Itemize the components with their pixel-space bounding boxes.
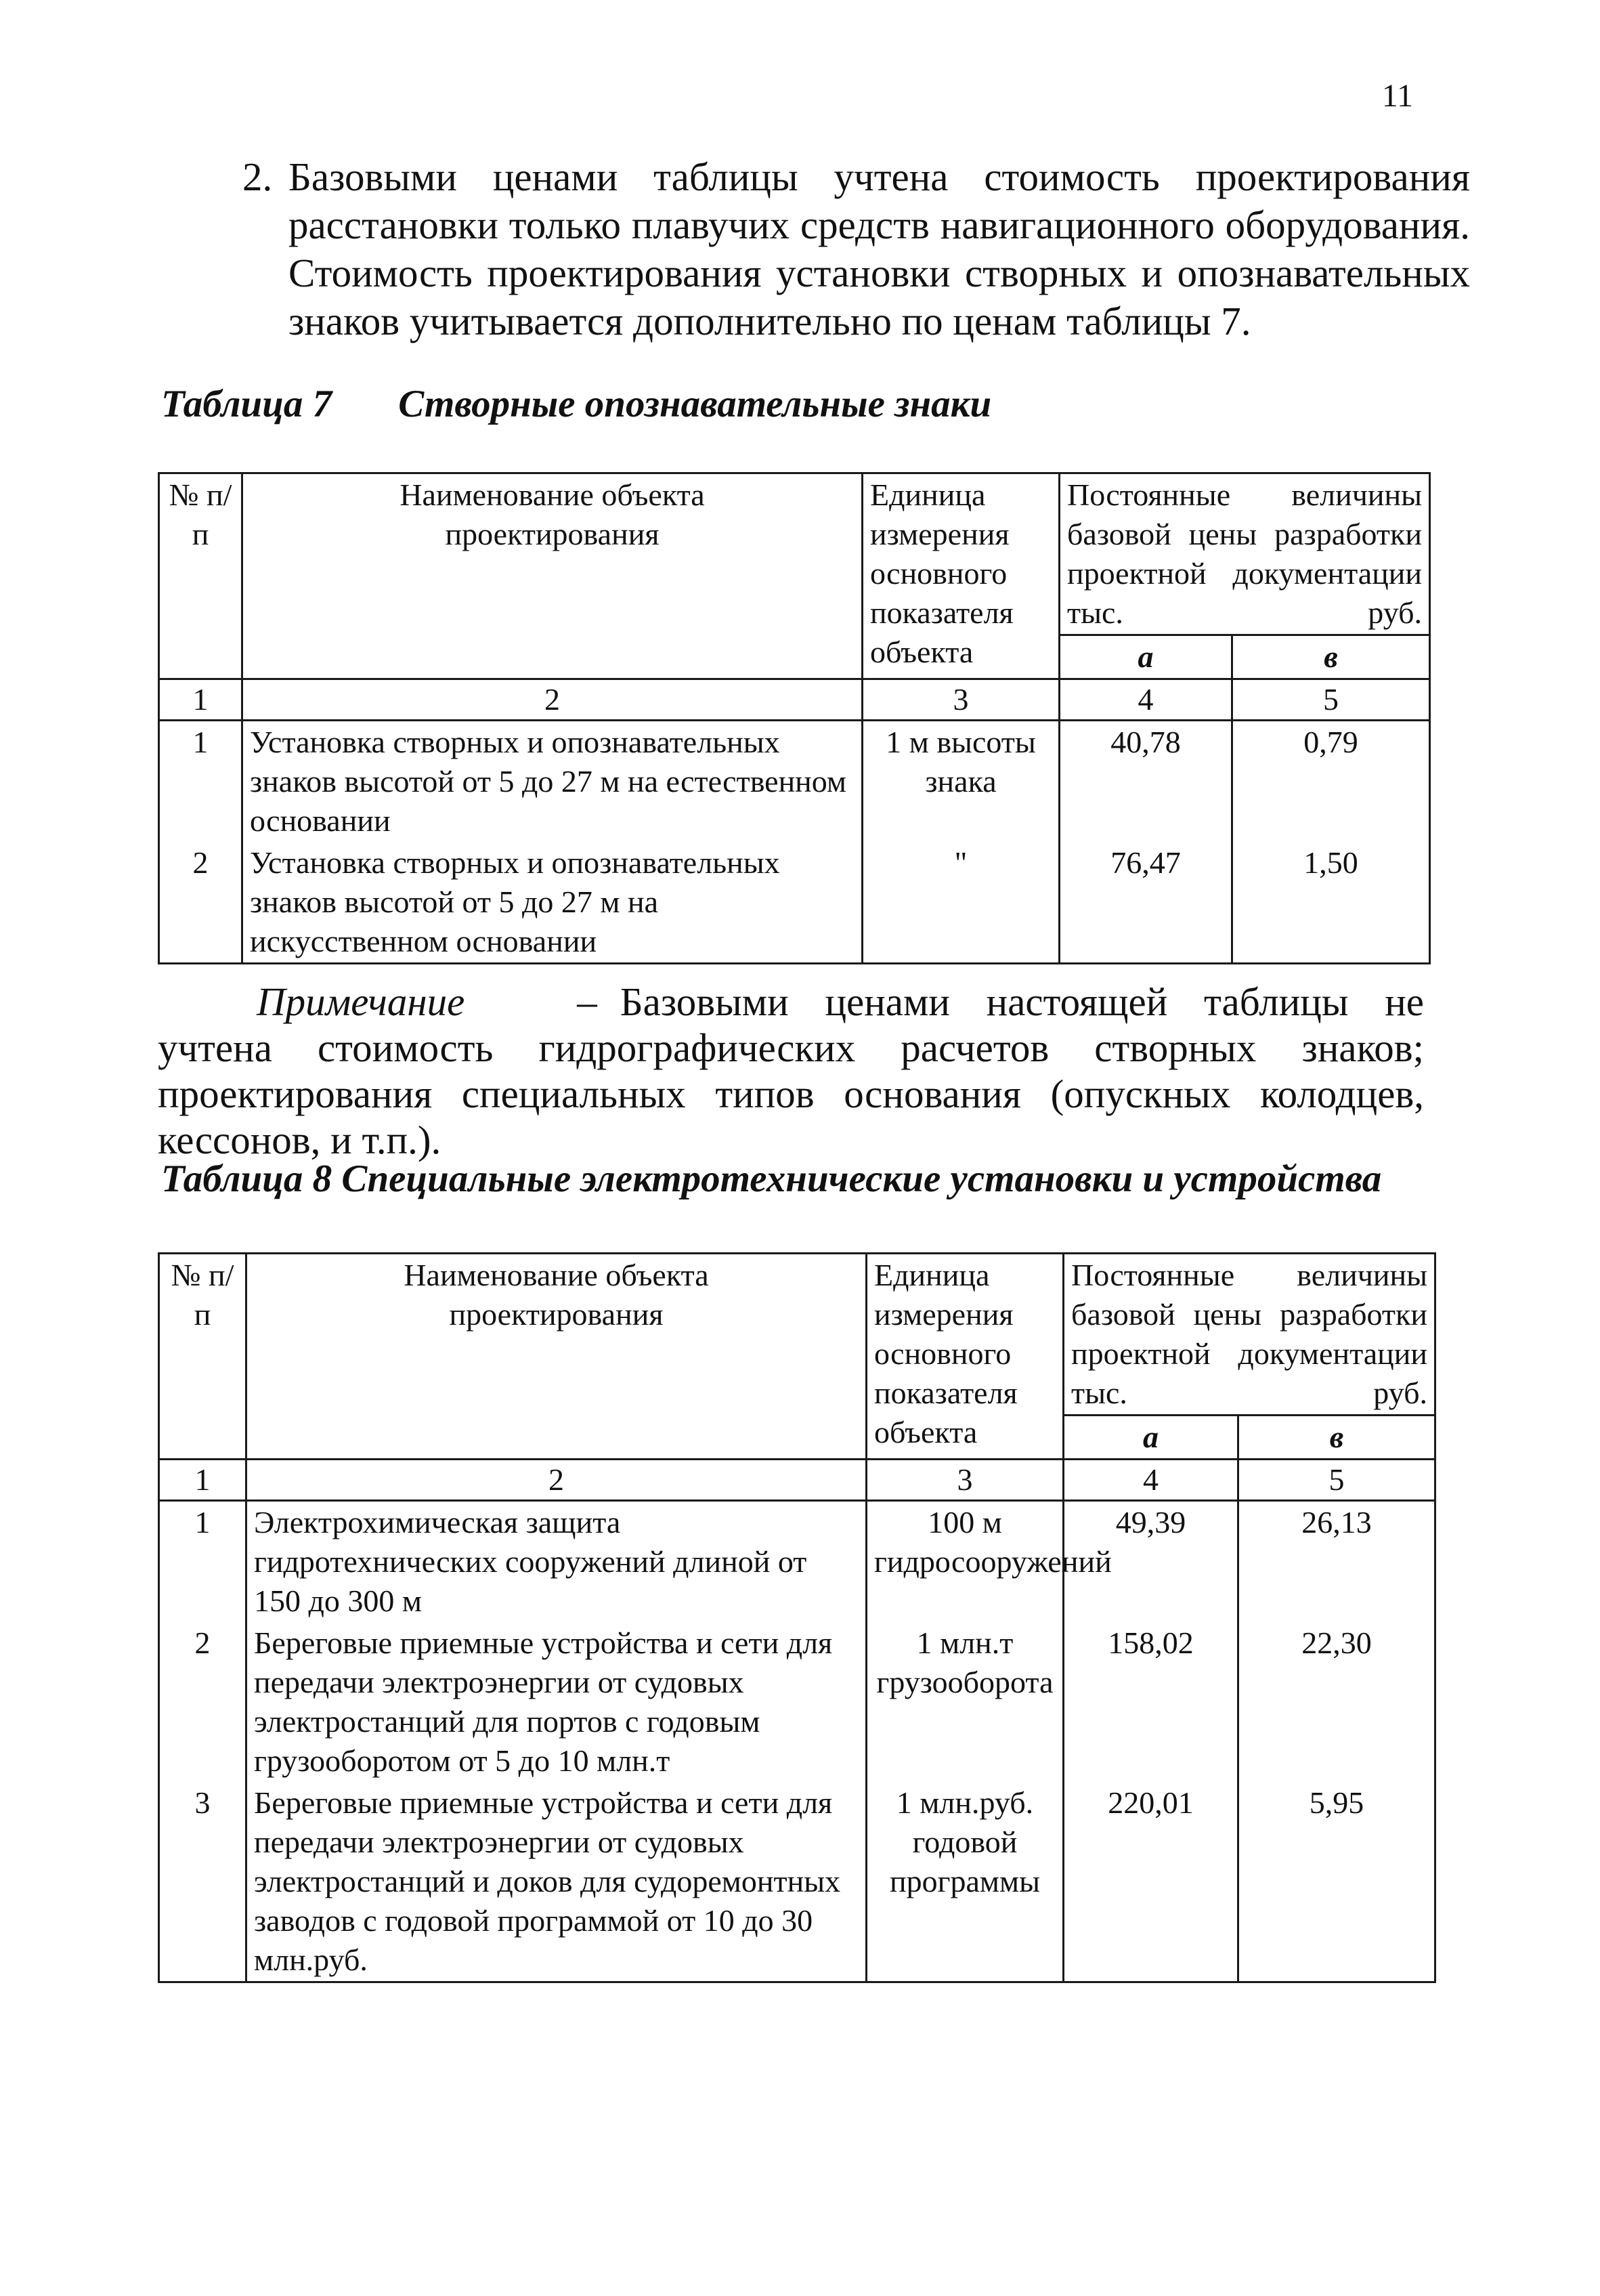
table8-colnum: 4 — [1064, 1460, 1238, 1501]
table8-colnum: 5 — [1238, 1460, 1435, 1501]
table8-header-b: в — [1238, 1416, 1435, 1460]
table8-row-name: Береговые приемные устройства и сети для передачи электроэнергии от судовых электростанций для портов с годовым грузооборотом от 5 до 10 млн.т — [246, 1622, 867, 1782]
note-dash: – — [577, 979, 597, 1024]
intro-note-text: Базовыми ценами таблицы учтена стоимость проектирования расстановки только плавучих средств навигационного оборудования. Стоимость проектирования установки створных и опознавательных знаков учитывается дополнительно по ценам таблицы 7. — [288, 154, 1470, 343]
table7-row-b: 1,50 — [1232, 842, 1430, 964]
table7-header-name: Наименование объекта проектирования — [242, 473, 863, 679]
table7-colnum-row — [159, 679, 1430, 721]
table8-colnum: 1 — [159, 1460, 246, 1501]
table-row — [159, 1501, 1435, 1623]
table-row — [159, 842, 1430, 964]
table7-label: Таблица 7 — [161, 383, 332, 425]
table8-header-name: Наименование объекта проектирования — [246, 1254, 867, 1460]
note-label: Примечание — [257, 979, 465, 1024]
table7-row-a: 76,47 — [1060, 842, 1232, 964]
table7-row-unit: 1 м высоты знака — [863, 721, 1060, 843]
table8-header-unit: Единица измерения основного показателя объекта — [867, 1254, 1064, 1460]
table7-row-num: 1 — [159, 721, 242, 843]
table8 — [158, 1252, 1436, 1983]
table7-row-b: 0,79 — [1232, 721, 1430, 843]
table8-row-name: Электрохимическая защита гидротехнических сооружений длиной от 150 до 300 м — [246, 1501, 867, 1623]
table7-colnum: 2 — [242, 679, 863, 721]
table8-row-num: 1 — [159, 1501, 246, 1623]
table7-title: Створные опознавательные знаки — [398, 383, 992, 425]
table7 — [158, 472, 1431, 964]
table8-row-unit: 1 млн.руб. годовой программы — [867, 1782, 1064, 1982]
table8-colnum: 3 — [867, 1460, 1064, 1501]
table-row — [159, 1622, 1435, 1782]
table8-row-name: Береговые приемные устройства и сети для передачи электроэнергии от судовых электростанций и доков для судоремонтных заводов с годовой программой от 10 до 30 млн.руб. — [246, 1782, 867, 1982]
table7-row-a: 40,78 — [1060, 721, 1232, 843]
table7-colnum: 4 — [1060, 679, 1232, 721]
table8-row-a: 220,01 — [1064, 1782, 1238, 1982]
table8-row-b: 5,95 — [1238, 1782, 1435, 1982]
table8-header-a: а — [1064, 1416, 1238, 1460]
page-number: 11 — [1381, 78, 1413, 114]
note-text: Базовыми ценами настоящей таблицы не учтена стоимость гидрографических расчетов створных знаков; проектирования специальных типов основания (опускных колодцев, кессонов, и т.п.). — [158, 979, 1424, 1162]
table8-caption: Таблица 8 Специальные электротехнические установки и устройства — [161, 1157, 1382, 1200]
intro-note — [242, 153, 1470, 345]
table8-row-a: 158,02 — [1064, 1622, 1238, 1782]
table7-row-name: Установка створных и опознавательных знаков высотой от 5 до 27 м на естественном основании — [242, 721, 863, 843]
table7-colnum: 5 — [1232, 679, 1430, 721]
table7-caption — [161, 382, 991, 427]
table7-header-unit: Единица измерения основного показателя объекта — [863, 473, 1060, 679]
table7-row-num: 2 — [159, 842, 242, 964]
table8-row-b: 22,30 — [1238, 1622, 1435, 1782]
table8-header-num: № п/п — [159, 1254, 246, 1460]
table7-header-const: Постоянные величины базовой цены разработки проектной документации тыс. руб. — [1060, 473, 1430, 635]
table7-row-name: Установка створных и опознавательных знаков высотой от 5 до 27 м на искусственном основании — [242, 842, 863, 964]
table7-header-num: № п/п — [159, 473, 242, 679]
table8-row-a: 49,39 — [1064, 1501, 1238, 1623]
table7-header-b: в — [1232, 635, 1430, 679]
table8-row-num: 3 — [159, 1782, 246, 1982]
table8-colnum: 2 — [246, 1460, 867, 1501]
table8-row-num: 2 — [159, 1622, 246, 1782]
table8-row-unit: 100 м гидросооружений — [867, 1501, 1064, 1623]
table8-header-const: Постоянные величины базовой цены разработки проектной документации тыс. руб. — [1064, 1254, 1435, 1416]
intro-note-number: 2. — [242, 154, 273, 199]
table8-header-row — [159, 1254, 1435, 1416]
table7-row-unit: " — [863, 842, 1060, 964]
table-row — [159, 721, 1430, 843]
table8-row-b: 26,13 — [1238, 1501, 1435, 1623]
table7-header-row — [159, 473, 1430, 635]
table7-header-a: а — [1060, 635, 1232, 679]
table7-note — [158, 979, 1424, 1163]
table7-colnum: 3 — [863, 679, 1060, 721]
table-row — [159, 1782, 1435, 1982]
table7-colnum: 1 — [159, 679, 242, 721]
table8-row-unit: 1 млн.т грузооборота — [867, 1622, 1064, 1782]
table8-colnum-row — [159, 1460, 1435, 1501]
